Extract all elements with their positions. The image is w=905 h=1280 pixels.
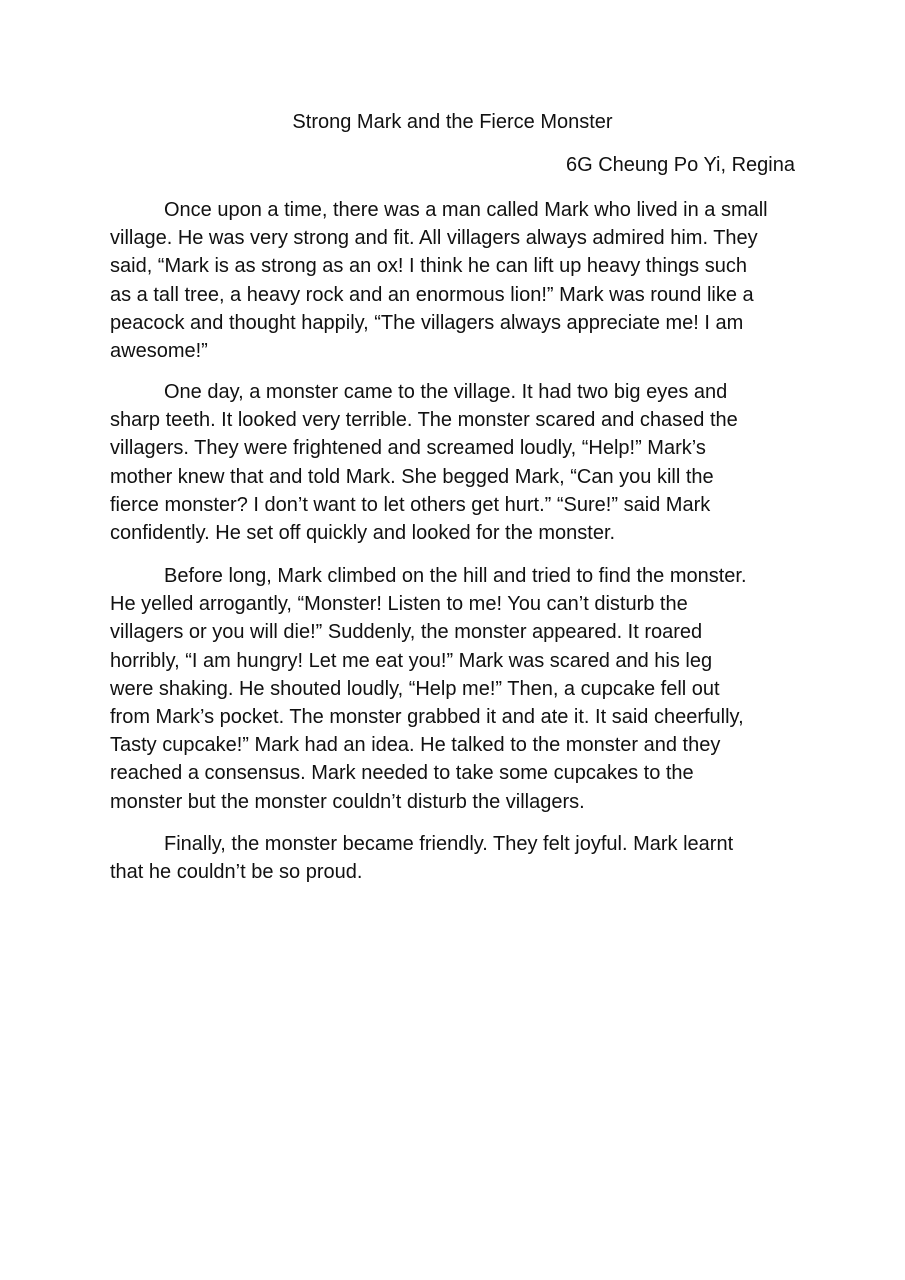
paragraph-3	[110, 562, 800, 816]
paragraph-line: Finally, the monster became friendly. They felt joyful. Mark learnt	[164, 833, 734, 855]
paragraph-line: villagers. They were frightened and screamed loudly, “Help!” Mark’s	[110, 437, 706, 460]
paragraph-line: that he couldn’t be so proud.	[110, 861, 363, 884]
paragraph-line: were shaking. He shouted loudly, “Help me!” Then, a cupcake fell out	[110, 677, 720, 700]
paragraph-line: village. He was very strong and fit. All villagers always admired him. They	[110, 227, 758, 250]
story-title: Strong Mark and the Fierce Monster	[292, 111, 613, 133]
paragraph-line: Before long, Mark climbed on the hill and tried to find the monster.	[164, 565, 747, 587]
paragraph-line: reached a consensus. Mark needed to take some cupcakes to the	[110, 762, 694, 785]
paragraph-line: One day, a monster came to the village. It had two big eyes and	[164, 381, 728, 403]
paragraph-line: He yelled arrogantly, “Monster! Listen to me! You can’t disturb the	[110, 593, 688, 616]
paragraph-line: peacock and thought happily, “The villagers always appreciate me! I am	[110, 311, 744, 334]
paragraph-line: from Mark’s pocket. The monster grabbed it and ate it. It said cheerfully,	[110, 706, 744, 729]
paragraph-2	[110, 378, 800, 547]
paragraph-4	[110, 830, 800, 886]
paragraph-line: horribly, “I am hungry! Let me eat you!” Mark was scared and his leg	[110, 649, 713, 672]
paragraph-line: Tasty cupcake!” Mark had an idea. He talked to the monster and they	[110, 734, 721, 757]
author-name: 6G Cheung Po Yi, Regina	[565, 154, 795, 176]
paragraph-line: awesome!”	[110, 340, 208, 363]
paragraph-line: as a tall tree, a heavy rock and an enormous lion!” Mark was round like a	[110, 283, 754, 306]
paragraph-line: sharp teeth. It looked very terrible. The monster scared and chased the	[110, 409, 738, 432]
paragraph-line: confidently. He set off quickly and looked for the monster.	[110, 522, 616, 545]
paragraph-line: fierce monster? I don’t want to let others get hurt.” “Sure!” said Mark	[110, 493, 711, 516]
paragraph-line: Once upon a time, there was a man called Mark who lived in a small	[164, 199, 768, 221]
paragraph-line: mother knew that and told Mark. She begged Mark, “Can you kill the	[110, 465, 714, 488]
paragraph-line: monster but the monster couldn’t disturb the villagers.	[110, 790, 585, 813]
paragraph-1	[110, 196, 800, 365]
paragraph-line: said, “Mark is as strong as an ox! I think he can lift up heavy things such	[110, 255, 747, 278]
paragraph-line: villagers or you will die!” Suddenly, the monster appeared. It roared	[110, 621, 703, 644]
